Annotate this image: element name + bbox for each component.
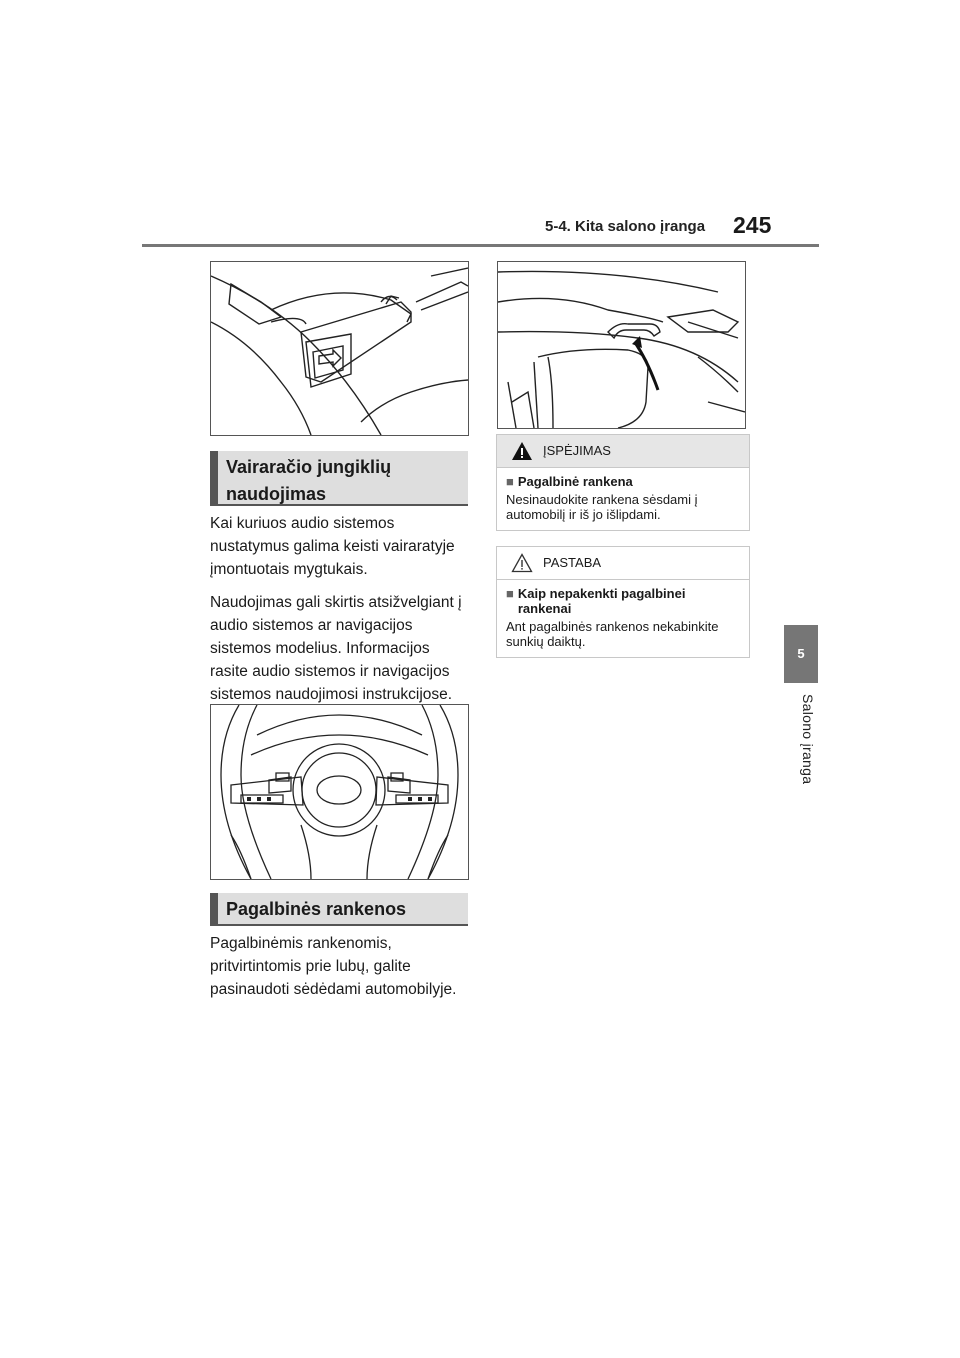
- heading-steering-switches: [210, 451, 468, 506]
- notice-box: [496, 546, 750, 658]
- warning-body: [497, 468, 749, 530]
- sun-visor-illustration: [210, 261, 469, 436]
- chapter-tab: [784, 625, 818, 683]
- section-title: 5-4. Kita salono įranga: [545, 218, 706, 235]
- assist-grip-illustration: [497, 261, 746, 429]
- chapter-title: Salono įranga: [800, 694, 816, 785]
- assist-grips-paragraph: Pagalbinėmis rankenomis, pritvirtintomis prie lubų, galite pasinaudoti sėdėdami automobilyje.: [210, 935, 457, 998]
- page-number: 245: [733, 212, 772, 238]
- steering-switches-text: [210, 512, 468, 716]
- steering-wheel-illustration: [210, 704, 469, 880]
- notice-subheading: [506, 586, 739, 616]
- notice-title: PASTABA: [543, 555, 602, 570]
- assist-grips-text: [210, 932, 468, 1011]
- square-bullet-icon: ■: [506, 586, 514, 601]
- notice-text: Ant pagalbinės rankenos nekabinkite sunkių daiktų.: [506, 619, 719, 649]
- warning-header: [497, 435, 749, 468]
- warning-text: Nesinaudokite rankena sėsdami į automobilį ir iš jo išlipdami.: [506, 492, 698, 522]
- warning-title: ĮSPĖJIMAS: [543, 443, 611, 458]
- steering-wheel-drawing: [211, 705, 468, 879]
- warning-subheading-text: Pagalbinė rankena: [517, 474, 633, 489]
- heading-assist-grips-text: Pagalbinės rankenos: [226, 899, 407, 919]
- chapter-number: 5: [797, 646, 805, 661]
- notice-subheading-text: Kaip nepakenkti pagalbinei rankenai: [517, 586, 686, 616]
- warning-triangle-icon: [511, 441, 533, 461]
- warning-subheading: [506, 474, 739, 489]
- warning-box: [496, 434, 750, 531]
- header-divider: [142, 244, 819, 247]
- steering-switches-paragraph-2: Naudojimas gali skirtis atsižvelgiant į audio sistemos ar navigacijos sistemos modelius. Informacijos rasite audio sistemos ir navigacijos sistemos naudojimosi instrukcijose.: [210, 594, 462, 703]
- notice-header: [497, 547, 749, 580]
- steering-switches-paragraph-1: Kai kuriuos audio sistemos nustatymus galima keisti vairaratyje įmontuotais mygtukais.: [210, 515, 455, 578]
- heading-steering-switches-text: Vairaračio jungiklių naudojimas: [226, 457, 392, 504]
- square-bullet-icon: ■: [506, 474, 514, 489]
- heading-assist-grips: [210, 893, 468, 926]
- notice-body: [497, 580, 749, 657]
- caution-triangle-icon: [511, 553, 533, 573]
- assist-grip-drawing: [498, 262, 745, 428]
- sun-visor-drawing: [211, 262, 468, 435]
